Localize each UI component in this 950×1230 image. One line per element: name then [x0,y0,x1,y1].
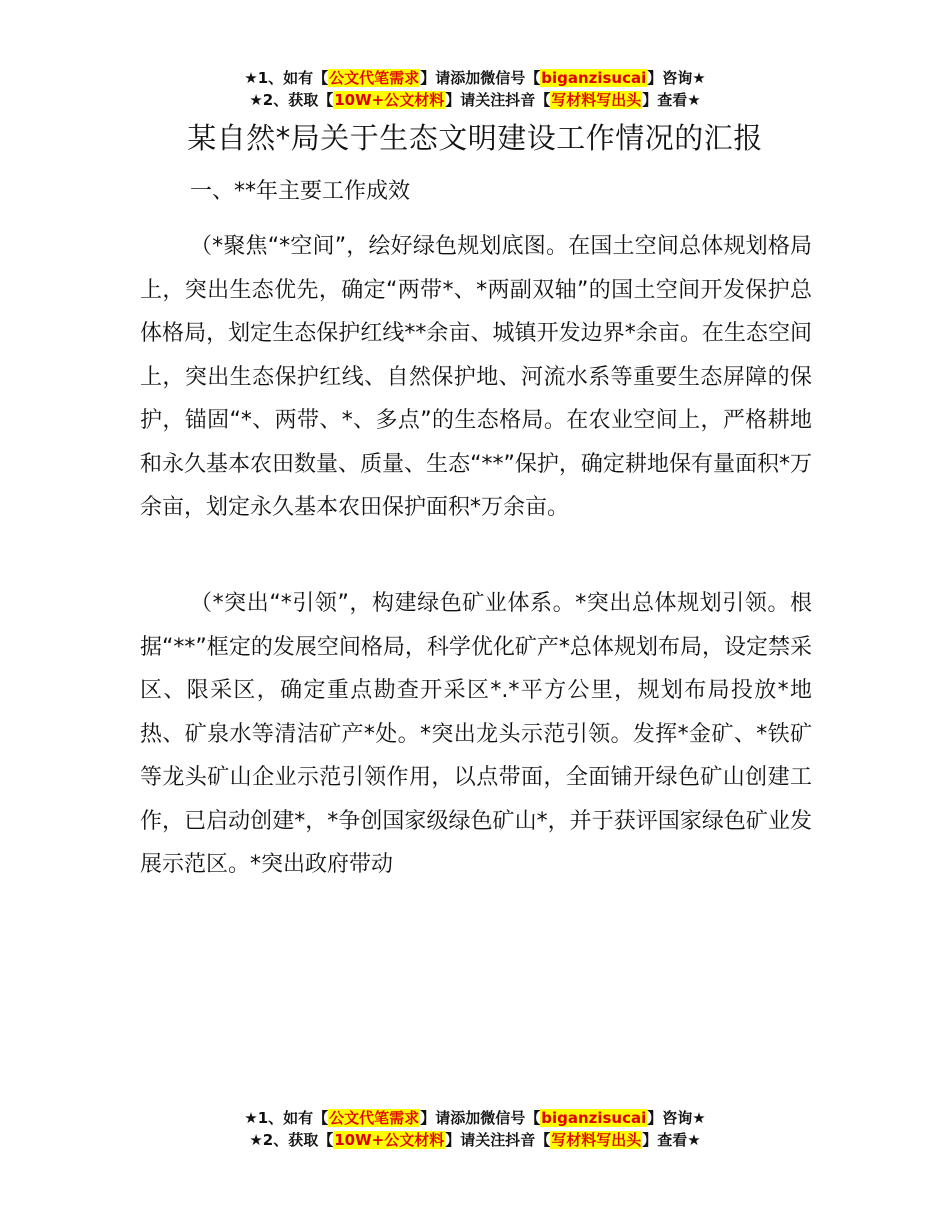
banner-line-1: ★1、如有【公文代笔需求】请添加微信号【biganzisucai】咨询★ [244,69,706,87]
bottom-banner [0,1107,950,1151]
highlight-service: 公文代笔需求 [329,1109,420,1127]
highlight-materials: 10W+公文材料 [334,1131,445,1149]
document-title: 某自然*局关于生态文明建设工作情况的汇报 [187,121,763,155]
banner-line-2: ★2、获取【10W+公文材料】请关注抖音【写材料写出头】查看★ [249,91,701,109]
highlight-service: 公文代笔需求 [329,69,420,87]
highlight-wechat-id: biganzisucai [541,1109,647,1127]
highlight-douyin-account: 写材料写出头 [551,91,642,109]
banner-line-1: ★1、如有【公文代笔需求】请添加微信号【biganzisucai】咨询★ [244,1109,706,1127]
highlight-materials: 10W+公文材料 [334,91,445,109]
highlight-douyin-account: 写材料写出头 [551,1131,642,1149]
paragraph-1: （*聚焦“*空间”，绘好绿色规划底图。在国土空间总体规划格局上，突出生态优先，确定“两带*、*两副双轴”的国土空间开发保护总体格局，划定生态保护红线**余亩、城镇开发边界*余亩。在生态空间上，突出生态保护红线、自然保护地、河流水系等重要生态屏障的保护，锚固“*、两带、*、多点”的生态格局。在农业空间上，严格耕地和永久基本农田数量、质量、生态“**”保护，确定耕地保有量面积*万余亩，划定永久基本农田保护面积*万余亩。 [140,234,813,520]
top-banner [0,67,950,111]
paragraph-2: （*突出“*引领”，构建绿色矿业体系。*突出总体规划引领。根据“**”框定的发展空间格局，科学优化矿产*总体规划布局，设定禁采区、限采区，确定重点勘查开采区*.*平方公里，规划布局投放*地热、矿泉水等清洁矿产*处。*突出龙头示范引领。发挥*金矿、*铁矿等龙头矿山企业示范引领作用，以点带面，全面铺开绿色矿山创建工作，已启动创建*，*争创国家级绿色矿山*，并于获评国家绿色矿业发展示范区。*突出政府带动 [140,591,812,877]
highlight-wechat-id: biganzisucai [541,69,647,87]
banner-line-2: ★2、获取【10W+公文材料】请关注抖音【写材料写出头】查看★ [249,1131,701,1149]
section-heading: 一、**年主要工作成效 [190,179,411,204]
